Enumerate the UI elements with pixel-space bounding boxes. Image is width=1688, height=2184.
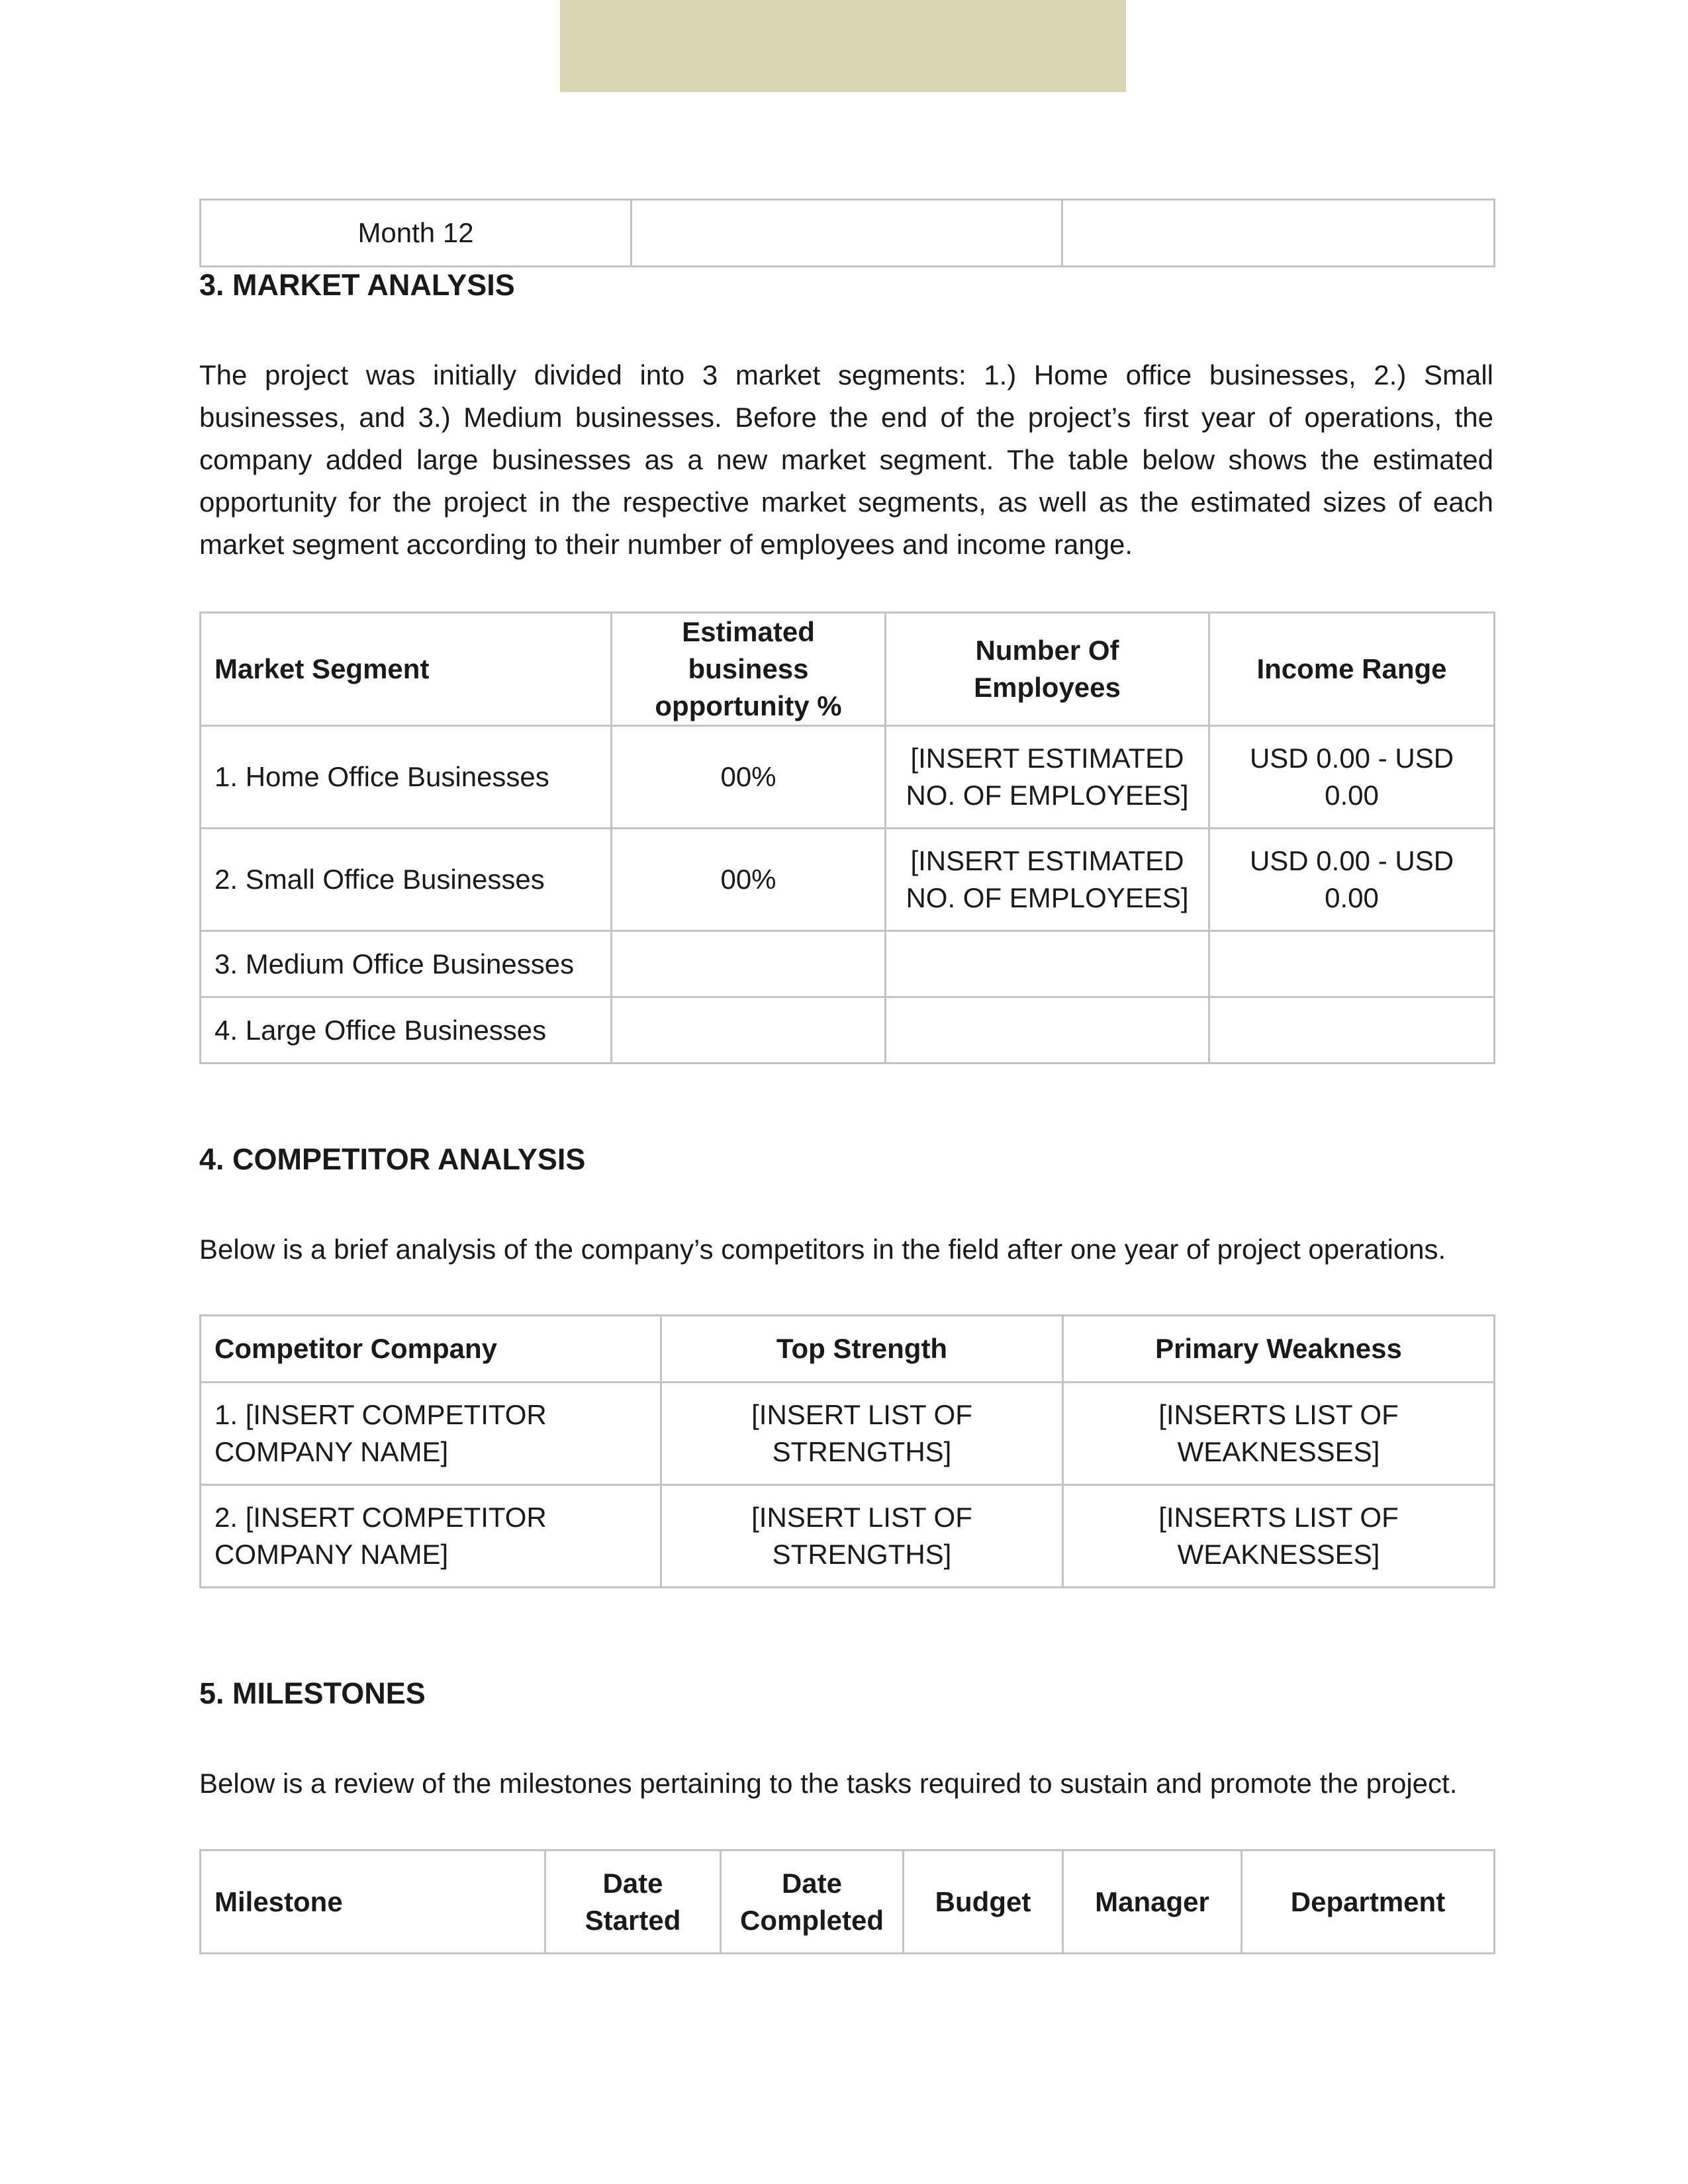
competitor-analysis-heading: 4. COMPETITOR ANALYSIS — [199, 1142, 586, 1176]
table-header-row — [201, 1850, 1495, 1954]
column-header: Primary Weakness — [1063, 1316, 1495, 1383]
table-cell: 4. Large Office Businesses — [201, 997, 612, 1064]
column-header: Estimated business opportunity % — [612, 613, 886, 726]
competitor-analysis-intro: Below is a brief analysis of the company’s competitors in the field after one year of project operations. — [199, 1234, 1446, 1265]
table-row — [201, 200, 1495, 267]
table-cell: USD 0.00 - USD 0.00 — [1209, 726, 1495, 829]
header-band — [560, 0, 1126, 92]
column-header: Date Completed — [721, 1850, 904, 1954]
table-cell: USD 0.00 - USD 0.00 — [1209, 829, 1495, 931]
table-cell: 1. Home Office Businesses — [201, 726, 612, 829]
table-row — [201, 931, 1495, 997]
column-header: Milestone — [201, 1850, 545, 1954]
milestones-table — [199, 1849, 1495, 1954]
table-row — [201, 829, 1495, 931]
table-cell: 2. Small Office Businesses — [201, 829, 612, 931]
table-cell: 00% — [612, 829, 886, 931]
milestones-heading: 5. MILESTONES — [199, 1676, 426, 1710]
milestones-intro: Below is a review of the milestones pertaining to the tasks required to sustain and promote the project. — [199, 1768, 1458, 1799]
table-row — [201, 726, 1495, 829]
column-header: Department — [1242, 1850, 1495, 1954]
table-cell: [INSERT LIST OF STRENGTHS] — [661, 1485, 1063, 1588]
table-cell — [1062, 200, 1495, 267]
timeline-table-tail — [199, 199, 1495, 267]
table-cell: 00% — [612, 726, 886, 829]
column-header: Manager — [1063, 1850, 1242, 1954]
table-cell — [612, 997, 886, 1064]
column-header: Date Started — [545, 1850, 721, 1954]
column-header: Budget — [904, 1850, 1063, 1954]
column-header: Market Segment — [201, 613, 612, 726]
table-cell — [886, 931, 1209, 997]
table-cell: [INSERT ESTIMATED NO. OF EMPLOYEES] — [886, 829, 1209, 931]
table-header-row — [201, 1316, 1495, 1383]
table-cell — [632, 200, 1062, 267]
table-cell — [612, 931, 886, 997]
table-cell: [INSERTS LIST OF WEAKNESSES] — [1063, 1383, 1495, 1485]
table-cell — [1209, 931, 1495, 997]
table-cell — [886, 997, 1209, 1064]
table-row — [201, 997, 1495, 1064]
table-row — [201, 1485, 1495, 1588]
market-analysis-heading: 3. MARKET ANALYSIS — [199, 268, 515, 302]
table-cell: [INSERTS LIST OF WEAKNESSES] — [1063, 1485, 1495, 1588]
column-header: Income Range — [1209, 613, 1495, 726]
table-cell: [INSERT ESTIMATED NO. OF EMPLOYEES] — [886, 726, 1209, 829]
table-cell: 2. [INSERT COMPETITOR COMPANY NAME] — [201, 1485, 661, 1588]
column-header: Number Of Employees — [886, 613, 1209, 726]
table-cell: 3. Medium Office Businesses — [201, 931, 612, 997]
column-header: Top Strength — [661, 1316, 1063, 1383]
table-row — [201, 1383, 1495, 1485]
table-cell: 1. [INSERT COMPETITOR COMPANY NAME] — [201, 1383, 661, 1485]
market-segment-table — [199, 612, 1495, 1064]
competitor-table — [199, 1314, 1495, 1588]
table-header-row — [201, 613, 1495, 726]
table-cell — [1209, 997, 1495, 1064]
table-cell: [INSERT LIST OF STRENGTHS] — [661, 1383, 1063, 1485]
column-header: Competitor Company — [201, 1316, 661, 1383]
market-analysis-intro: The project was initially divided into 3 market segments: 1.) Home office businesses, 2.) Small businesses, and 3.) Medium businesses. Before the end of the project’s first year of operations, the company added large businesses as a new market segment. The table below shows the estimated opportunity for the project in the respective market segments, as well as the estimated sizes of each market segment according to their number of employees and income range. — [199, 359, 1493, 560]
table-cell: Month 12 — [201, 200, 632, 267]
